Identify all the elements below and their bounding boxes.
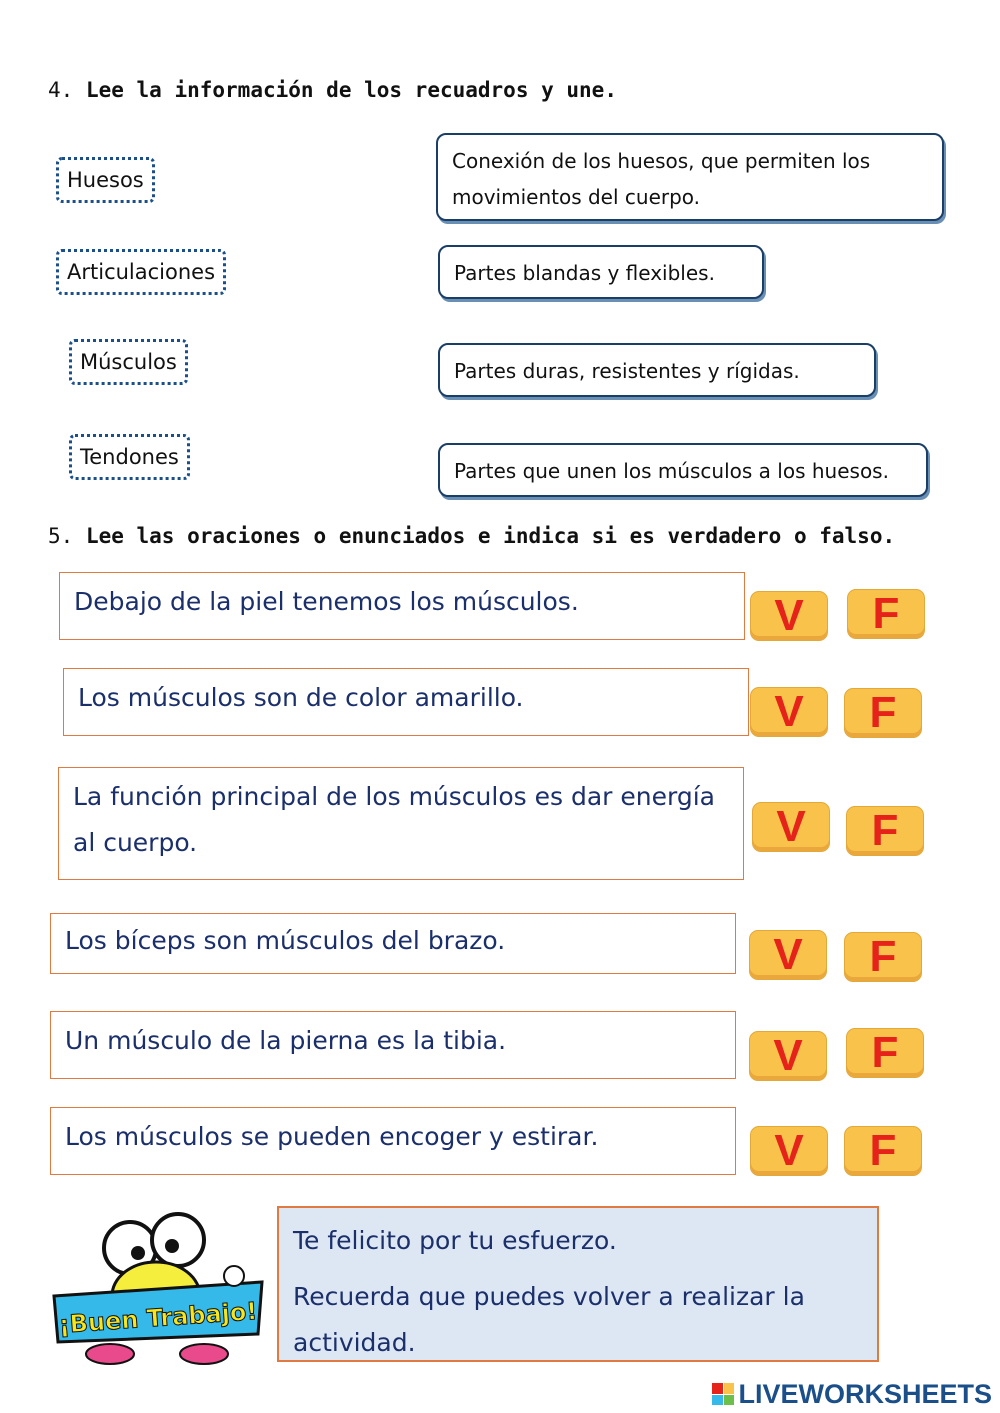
section-5-number: 5. <box>48 524 74 548</box>
definition-duras[interactable]: Partes duras, resistentes y rígidas. <box>438 343 876 397</box>
section-5-title: Lee las oraciones o enunciados e indica si es verdadero o falso. <box>85 524 896 548</box>
term-articulaciones[interactable]: Articulaciones <box>56 249 226 295</box>
term-musculos[interactable]: Músculos <box>69 339 188 385</box>
statement-6: Los músculos se pueden encoger y estirar. <box>50 1107 736 1175</box>
true-button-5[interactable]: V <box>749 1031 827 1081</box>
congrats-line-2: Recuerda que puedes volver a realizar la actividad. <box>293 1282 805 1357</box>
section-4-title: Lee la información de los recuadros y une. <box>85 78 617 102</box>
statement-4: Los bíceps son músculos del brazo. <box>50 913 736 974</box>
congratulations-box <box>277 1206 879 1362</box>
definition-conexion[interactable]: Conexión de los huesos, que permiten los movimientos del cuerpo. <box>436 133 944 221</box>
true-button-1[interactable]: V <box>750 591 828 641</box>
term-tendones[interactable]: Tendones <box>69 434 190 480</box>
true-button-3[interactable]: V <box>752 802 830 852</box>
false-button-1[interactable]: F <box>847 589 925 639</box>
statement-1: Debajo de la piel tenemos los músculos. <box>59 572 745 640</box>
brand-name: LIVEWORKSHEETS <box>738 1378 992 1409</box>
false-button-2[interactable]: F <box>844 688 922 738</box>
mascot-label: ¡Buen Trabajo! <box>57 1297 259 1339</box>
false-button-5[interactable]: F <box>846 1028 924 1078</box>
false-button-4[interactable]: F <box>844 932 922 982</box>
section-4-number: 4. <box>48 78 74 102</box>
definition-tendones[interactable]: Partes que unen los músculos a los huesos. <box>438 443 928 497</box>
statement-3: La función principal de los músculos es dar energía al cuerpo. <box>58 767 744 880</box>
true-button-2[interactable]: V <box>750 687 828 737</box>
statement-5: Un músculo de la pierna es la tibia. <box>50 1011 736 1079</box>
term-huesos[interactable]: Huesos <box>56 157 155 203</box>
statement-2: Los músculos son de color amarillo. <box>63 668 749 736</box>
true-button-4[interactable]: V <box>749 930 827 980</box>
liveworksheets-brand <box>712 1379 992 1409</box>
false-button-3[interactable]: F <box>846 806 924 856</box>
congrats-line-1: Te felicito por tu esfuerzo. <box>293 1226 617 1255</box>
section-5-heading <box>48 524 895 548</box>
buen-trabajo-mascot <box>48 1208 268 1368</box>
liveworksheets-logo-icon <box>712 1383 734 1405</box>
section-4-heading <box>48 78 617 102</box>
true-button-6[interactable]: V <box>750 1126 828 1176</box>
false-button-6[interactable]: F <box>844 1126 922 1176</box>
definition-blandas[interactable]: Partes blandas y flexibles. <box>438 245 764 299</box>
